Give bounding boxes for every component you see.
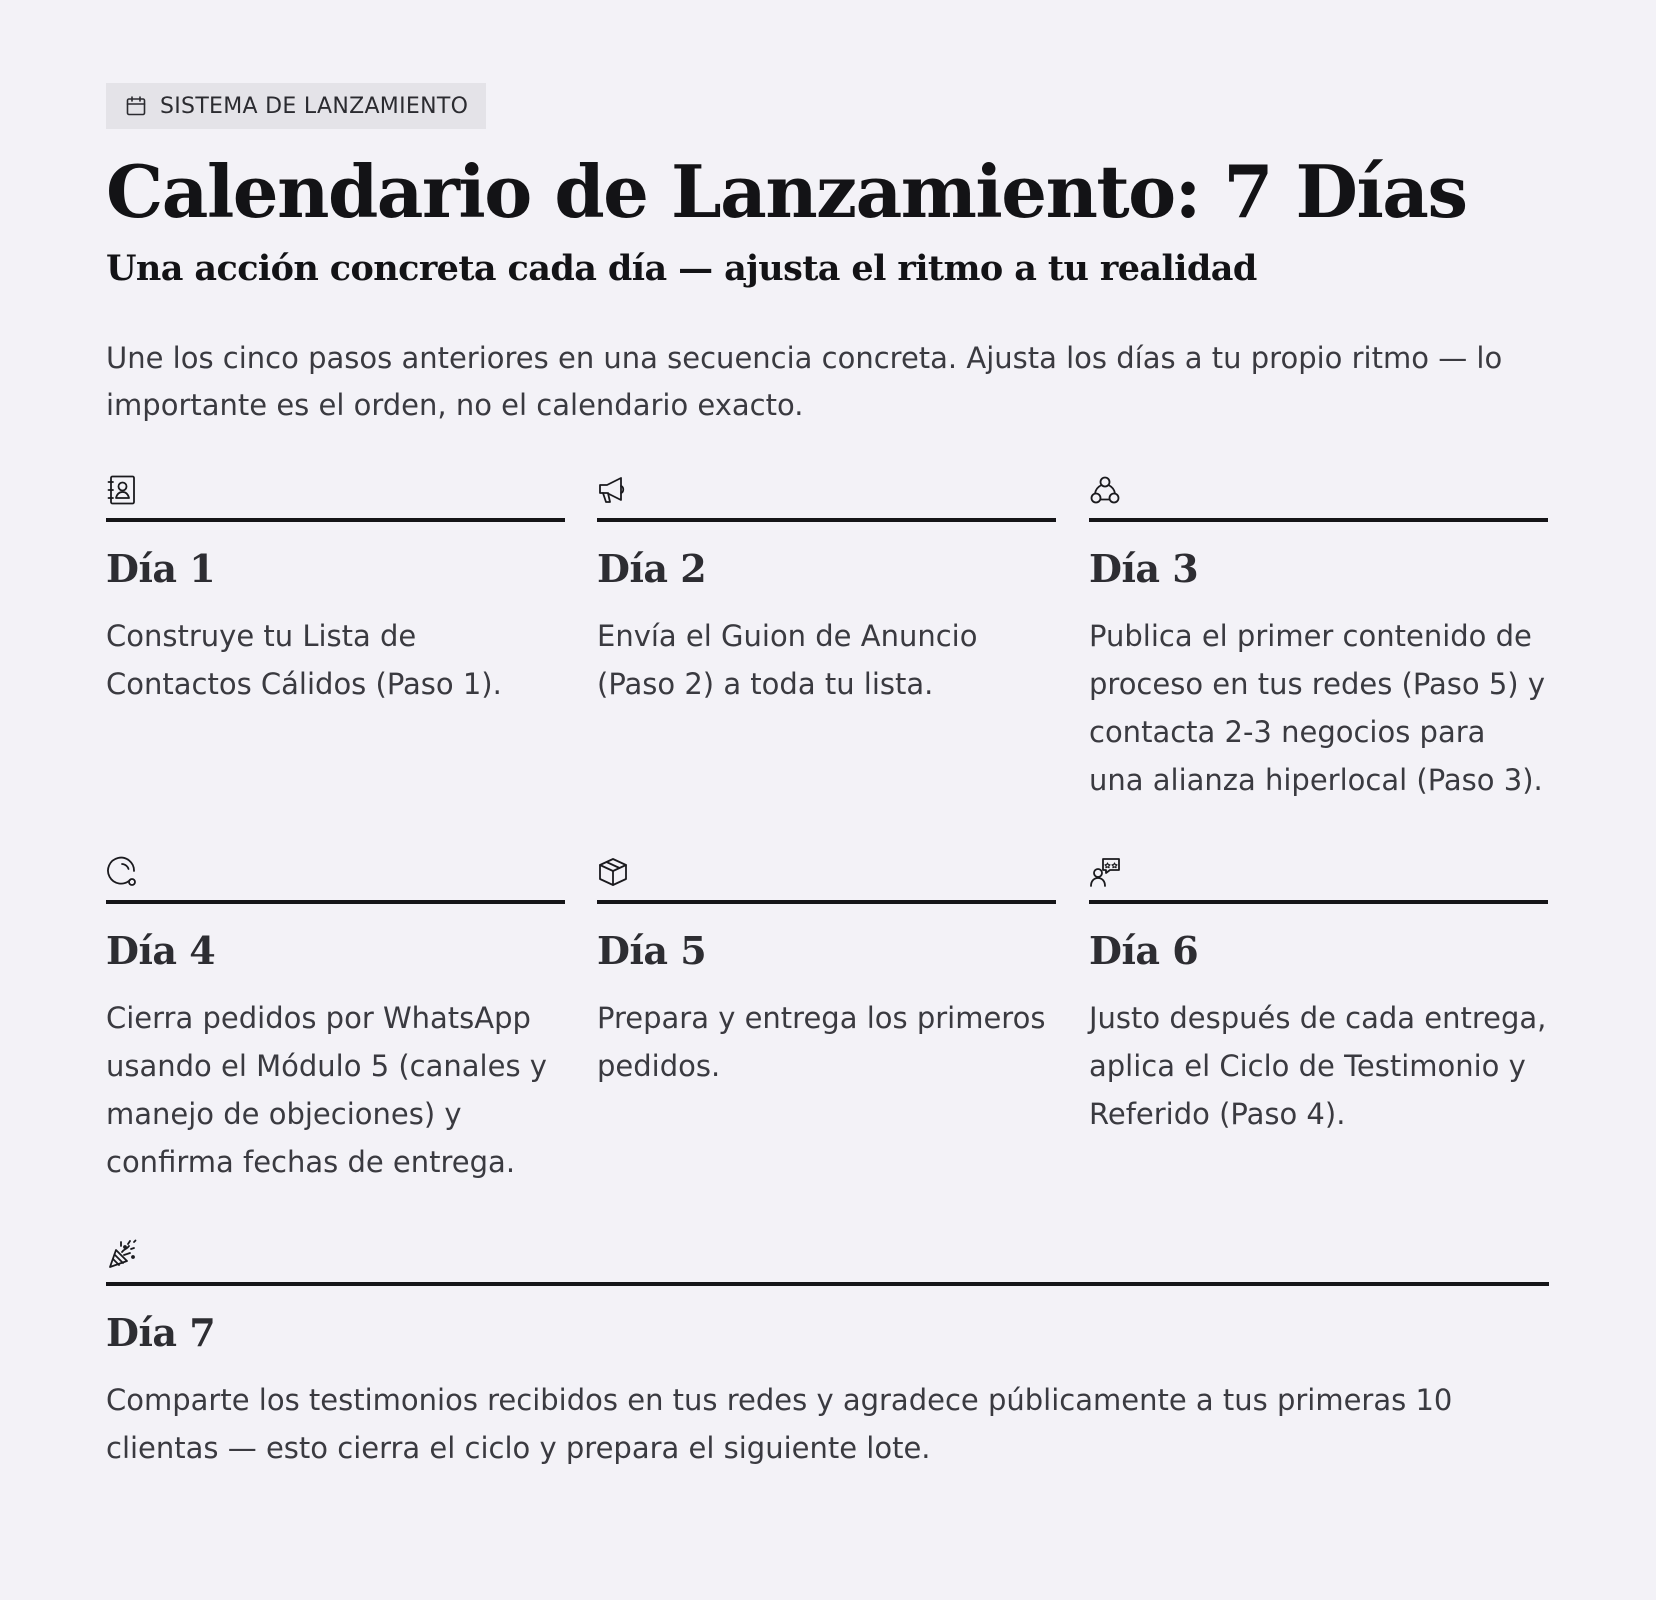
day-description: Prepara y entrega los primeros pedidos. — [597, 1001, 1046, 1083]
calendar-icon — [124, 94, 148, 118]
day-card-4 — [106, 856, 565, 1186]
day-title: Día 6 — [1089, 928, 1199, 973]
day-card-6 — [1089, 856, 1548, 1138]
day-description: Publica el primer contenido de proceso en tus redes (Paso 5) y contacta 2-3 negocios para una alianza hiperlocal (Paso 3). — [1089, 619, 1545, 797]
day-title: Día 1 — [106, 546, 216, 591]
day-card-5 — [597, 856, 1056, 1090]
day-divider — [106, 1282, 1549, 1286]
day-title: Día 7 — [106, 1310, 216, 1355]
contact-book-icon — [106, 474, 138, 506]
party-popper-icon — [106, 1238, 138, 1270]
day-description: Comparte los testimonios recibidos en tus redes y agradece públicamente a tus primeras 10 clientas — esto cierra el ciclo y prepara el siguiente lote. — [106, 1383, 1453, 1465]
package-icon — [597, 856, 629, 888]
day-divider — [1089, 518, 1548, 522]
page-subtitle: Una acción concreta cada día — ajusta el ritmo a tu realidad — [106, 248, 1257, 289]
network-icon — [1089, 474, 1121, 506]
day-card-1 — [106, 474, 565, 708]
day-card-7 — [106, 1238, 1549, 1472]
badge-label: SISTEMA DE LANZAMIENTO — [160, 93, 469, 119]
day-divider — [106, 900, 565, 904]
day-divider — [597, 518, 1056, 522]
megaphone-icon — [597, 474, 629, 506]
day-card-3 — [1089, 474, 1548, 804]
day-description: Envía el Guion de Anuncio (Paso 2) a toda tu lista. — [597, 619, 978, 701]
page-title: Calendario de Lanzamiento: 7 Días — [106, 149, 1467, 234]
user-review-icon — [1089, 856, 1121, 888]
day-title: Día 3 — [1089, 546, 1199, 591]
day-description: Cierra pedidos por WhatsApp usando el Módulo 5 (canales y manejo de objeciones) y confirma fechas de entrega. — [106, 1001, 547, 1179]
day-card-2 — [597, 474, 1056, 708]
day-title: Día 5 — [597, 928, 707, 973]
intro-paragraph: Une los cinco pasos anteriores en una secuencia concreta. Ajusta los días a tu propio ritmo — lo importante es el orden, no el calendario exacto. — [106, 341, 1503, 422]
day-divider — [597, 900, 1056, 904]
day-divider — [106, 518, 565, 522]
day-description: Construye tu Lista de Contactos Cálidos (Paso 1). — [106, 619, 502, 701]
day-description: Justo después de cada entrega, aplica el Ciclo de Testimonio y Referido (Paso 4). — [1089, 1001, 1547, 1131]
day-divider — [1089, 900, 1548, 904]
day-title: Día 4 — [106, 928, 216, 973]
section-badge — [106, 83, 486, 129]
chat-bubble-icon — [106, 856, 138, 888]
day-title: Día 2 — [597, 546, 707, 591]
